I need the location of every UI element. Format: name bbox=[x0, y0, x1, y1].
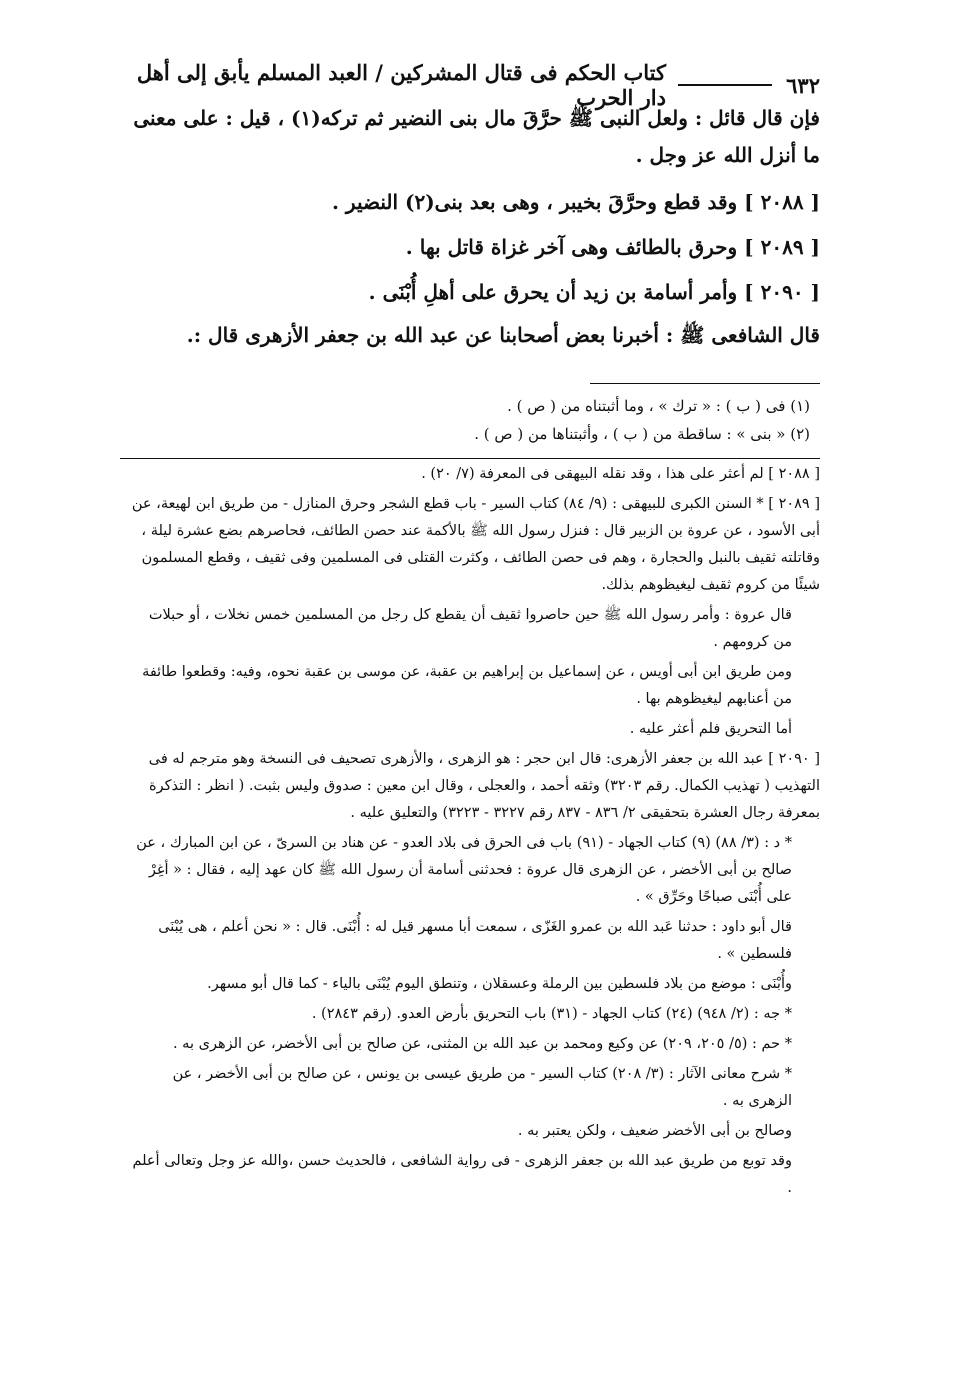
footnote-1: (١) فى ( ب ) : « ترك » ، وما أثبتناه من ( ص ) . bbox=[507, 397, 810, 415]
main-text bbox=[120, 100, 820, 354]
ref-2090-conclusion: وقد توبع من طريق عبد الله بن جعفر الزهرى - فى رواية الشافعى ، فالحديث حسن ،والله عز وجل وتعالى أعلم . bbox=[132, 1153, 792, 1196]
ref-2090-abu-dawud: * د : (٣/ ٨٨) (٩) كتاب الجهاد - (٩١) باب فى الحرق فى بلاد العدو - عن هناد بن السرىّ ، عن ابن المبارك ، عن صالح بن أبى الأخضر ، عن الزهرى قال عروة : فحدثنى أسامة أن رسول الله ﷺ كان عهد إليه ، فقال : « أغِرْ على أُبْنَى صباحًا وحَرِّق » . bbox=[136, 835, 792, 905]
footnote-2: (٢) « بنى » : ساقطة من ( ب ) ، وأثبتناها من ( ص ) . bbox=[474, 425, 810, 443]
ref-2090-ibn-majah: * جه : (٢/ ٩٤٨) (٢٤) كتاب الجهاد - (٣١) باب التحريق بأرض العدو. (رقم ٢٨٤٣) . bbox=[311, 1006, 792, 1022]
ref-2089-urwa: قال عروة : وأمر رسول الله ﷺ حين حاصروا ثقيف أن يقطع كل رجل من المسلمين خمس نخلات ، أو حبلات من كرومهم . bbox=[148, 607, 792, 650]
footnotes bbox=[160, 392, 810, 448]
opening-paragraph: فإن قال قائل : ولعل النبى ﷺ حرَّقَ مال بنى النضير ثم تركه(١) ، قيل : على معنى ما أنزل الله عز وجل . bbox=[133, 106, 820, 167]
page-number: ٦٣٢ bbox=[786, 72, 820, 98]
ref-2088: [ ٢٠٨٨ ] لم أعثر على هذا ، وقد نقله البيهقى فى المعرفة (٧/ ٢٠) . bbox=[421, 466, 820, 482]
footnote-separator bbox=[590, 383, 820, 384]
header-rule bbox=[678, 84, 772, 86]
hadith-2088: [ ٢٠٨٨ ] وقد قطع وحرَّقَ بخيبر ، وهى بعد بنى(٢) النضير . bbox=[332, 190, 820, 214]
ref-2089-note: أما التحريق فلم أعثر عليه . bbox=[629, 721, 792, 737]
ref-2090-ubna: وأُبْنَى : موضع من بلاد فلسطين بين الرملة وعسقلان ، وتنطق اليوم يُبْنَى بالياء - كما قال أبو مسهر. bbox=[207, 976, 792, 992]
ref-2090-tahawi: * شرح معانى الآثار : (٣/ ٢٠٨) كتاب السير - من طريق عيسى بن يونس ، عن صالح بن أبى الأخضر ، عن الزهرى به . bbox=[172, 1066, 792, 1109]
ref-2090: [ ٢٠٩٠ ] عبد الله بن جعفر الأزهرى: قال ابن حجر : هو الزهرى ، والأزهرى تصحيف فى النسخة وهو مترجم له فى التهذيب ( تهذيب الكمال. رقم ٣٢٠٣) وثقه أحمد ، والعجلى ، وقال ابن معين : صدوق وليس بثبت. ( انظر : التذكرة بمعرفة رجال العشرة بتحقيقى ٢/ ٨٣٦ - ٨٣٧ رقم ٣٢٢٧ - ٣٢٢٣) والتعليق عليه . bbox=[148, 751, 820, 821]
hadith-2089: [ ٢٠٨٩ ] وحرق بالطائف وهى آخر غزاة قاتل بها . bbox=[405, 235, 820, 259]
references bbox=[130, 461, 820, 1205]
ref-2089-uwais: ومن طريق ابن أبى أويس ، عن إسماعيل بن إبراهيم بن عقبة، عن موسى بن عقبة نحوه، وفيه: وقطعوا طائفة من أعنابهم ليغيظوهم بها . bbox=[142, 664, 792, 707]
ref-2090-ahmad: * حم : (٥/ ٢٠٥، ٢٠٩) عن وكيع ومحمد بن عبد الله بن المثنى، عن صالح بن أبى الأخضر، عن الزهرى به . bbox=[172, 1036, 792, 1052]
ref-2090-salih: وصالح بن أبى الأخضر ضعيف ، ولكن يعتبر به . bbox=[517, 1123, 792, 1139]
ref-2090-abu-dawud-comment: قال أبو داود : حدثنا عَبد الله بن عمرو الغَزّى ، سمعت أبا مسهر قيل له : أُبْنَى. قال : « نحن أعلم ، هى يُبْنَى فلسطين » . bbox=[158, 919, 792, 962]
ref-2089: [ ٢٠٨٩ ] * السنن الكبرى للبيهقى : (٩/ ٨٤) كتاب السير - باب قطع الشجر وحرق المنازل - من طريق ابن لهيعة، عن أبى الأسود ، عن عروة بن الزبير قال : فنزل رسول الله ﷺ بالأكمة عند حصن الطائف، فحاصرهم بضع عشرة ليلة ، وقاتلته ثقيف بالنبل والحجارة ، وهم فى حصن الطائف ، وكثرت القتلى فى المسلمين وفى ثقيف ، وقطع المسلمون شيئًا من كروم ثقيف ليغيظوهم بذلك. bbox=[131, 496, 820, 593]
header-title: كتاب الحكم فى قتال المشركين / العبد المسلم يأبق إلى أهل دار الحرب bbox=[136, 60, 666, 110]
hadith-2090: [ ٢٠٩٠ ] وأمر أسامة بن زيد أن يحرق على أهلِ أُبْنَى . bbox=[368, 280, 820, 304]
shafii-narration: قال الشافعى ﷺ : أخبرنا بعض أصحابنا عن عبد الله بن جعفر الأزهرى قال :. bbox=[186, 323, 820, 347]
references-separator bbox=[120, 458, 820, 459]
